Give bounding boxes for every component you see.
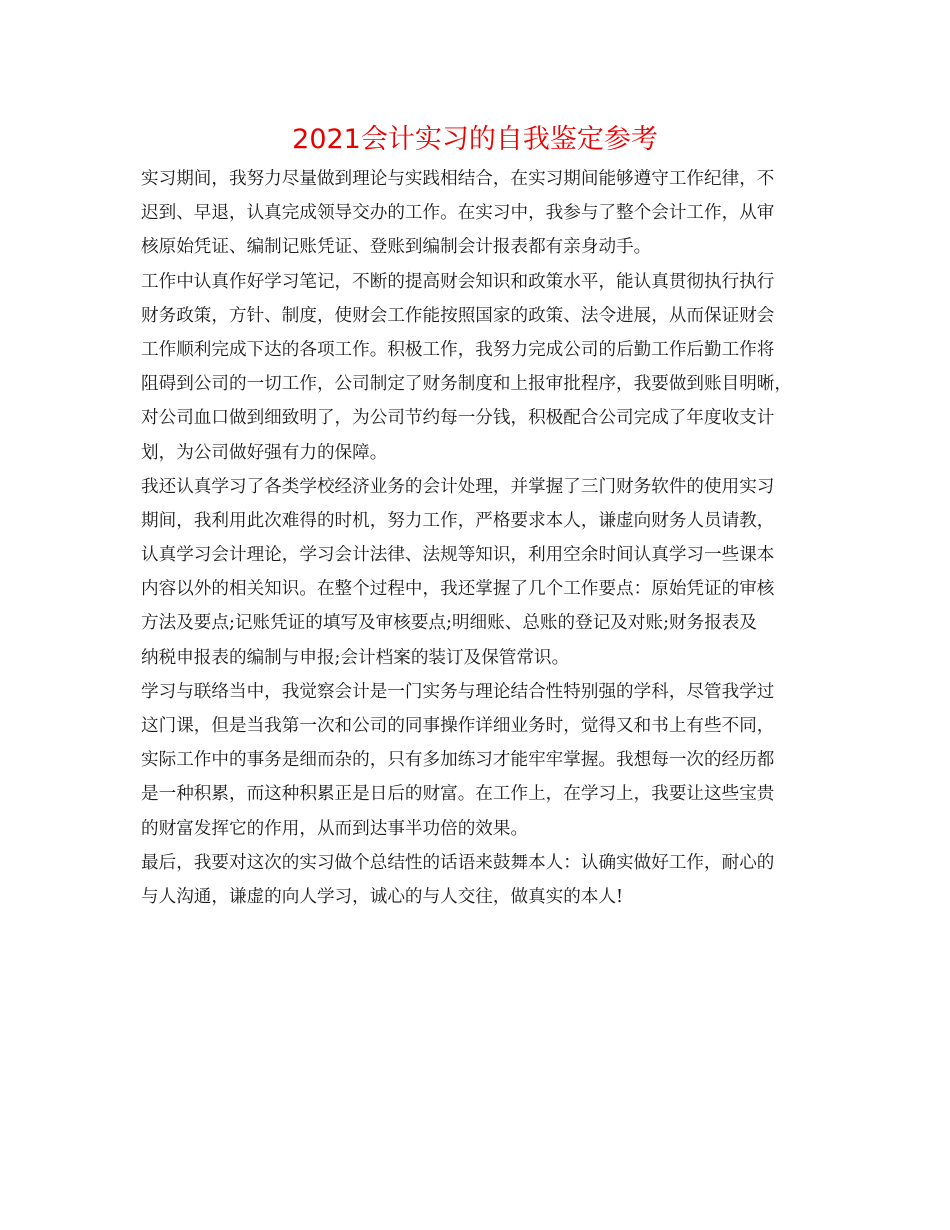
- document-title: 2021会计实习的自我鉴定参考: [292, 124, 658, 155]
- text-line: 期间，我利用此次难得的时机，努力工作，严格要求本人，谦虚向财务人员请教，: [141, 510, 775, 531]
- document-body: [141, 162, 829, 914]
- text-line: 实习期间，我努力尽量做到理论与实践相结合，在实习期间能够遵守工作纪律，不: [141, 169, 775, 189]
- text-line: 学习与联络当中，我觉察会计是一门实务与理论结合性特别强的学科，尽管我学过: [141, 681, 775, 702]
- text-line: 工作中认真作好学习笔记，不断的提高财会知识和政策水平，能认真贯彻执行执行: [141, 271, 775, 292]
- paragraph-3: [141, 470, 829, 675]
- text-line: 迟到、早退，认真完成领导交办的工作。在实习中，我参与了整个会计工作，从审: [141, 203, 775, 224]
- text-line: 是一种积累，而这种积累正是日后的财富。在工作上，在学习上，我要让这些宝贵: [141, 784, 775, 805]
- text-line: 与人沟通，谦虚的向人学习，诚心的与人交往，做真实的本人!: [141, 886, 624, 907]
- paragraph-1: [141, 162, 829, 265]
- text-line: 内容以外的相关知识。在整个过程中，我还掌握了几个工作要点：原始凭证的审核: [141, 579, 775, 600]
- text-line: 纳税申报表的编制与申报;会计档案的装订及保管常识。: [141, 647, 570, 668]
- paragraph-2: [141, 265, 829, 470]
- text-line: 对公司血口做到细致明了，为公司节约每一分钱，积极配合公司完成了年度收支计: [141, 408, 775, 429]
- paragraph-5: [141, 846, 829, 914]
- text-line: 这门课，但是当我第一次和公司的同事操作详细业务时，觉得又和书上有些不同，: [141, 716, 775, 736]
- paragraph-4: [141, 675, 829, 846]
- text-line: 核原始凭证、编制记账凭证、登账到编制会计报表都有亲身动手。: [141, 237, 652, 258]
- text-line: 方法及要点;记账凭证的填写及审核要点;明细账、总账的登记及对账;财务报表及: [141, 613, 757, 634]
- text-line: 财务政策，方针、制度，使财会工作能按照国家的政策、法令进展，从而保证财会: [141, 305, 775, 326]
- text-line: 实际工作中的事务是细而杂的，只有多加练习才能牢牢掌握。我想每一次的经历都: [141, 750, 775, 771]
- text-line: 的财富发挥它的作用，从而到达事半功倍的效果。: [141, 818, 529, 839]
- text-line: 工作顺利完成下达的各项工作。积极工作，我努力完成公司的后勤工作后勤工作将: [141, 339, 775, 360]
- text-line: 划，为公司做好强有力的保障。: [141, 442, 388, 463]
- text-line: 我还认真学习了各类学校经济业务的会计处理，并掌握了三门财务软件的使用实习: [141, 476, 775, 497]
- text-line: 阻碍到公司的一切工作，公司制定了财务制度和上报审批程序，我要做到账目明晰，: [141, 374, 792, 395]
- text-line: 认真学习会计理论，学习会计法律、法规等知识，利用空余时间认真学习一些课本: [141, 545, 775, 566]
- text-line: 最后，我要对这次的实习做个总结性的话语来鼓舞本人：认确实做好工作，耐心的: [141, 852, 775, 873]
